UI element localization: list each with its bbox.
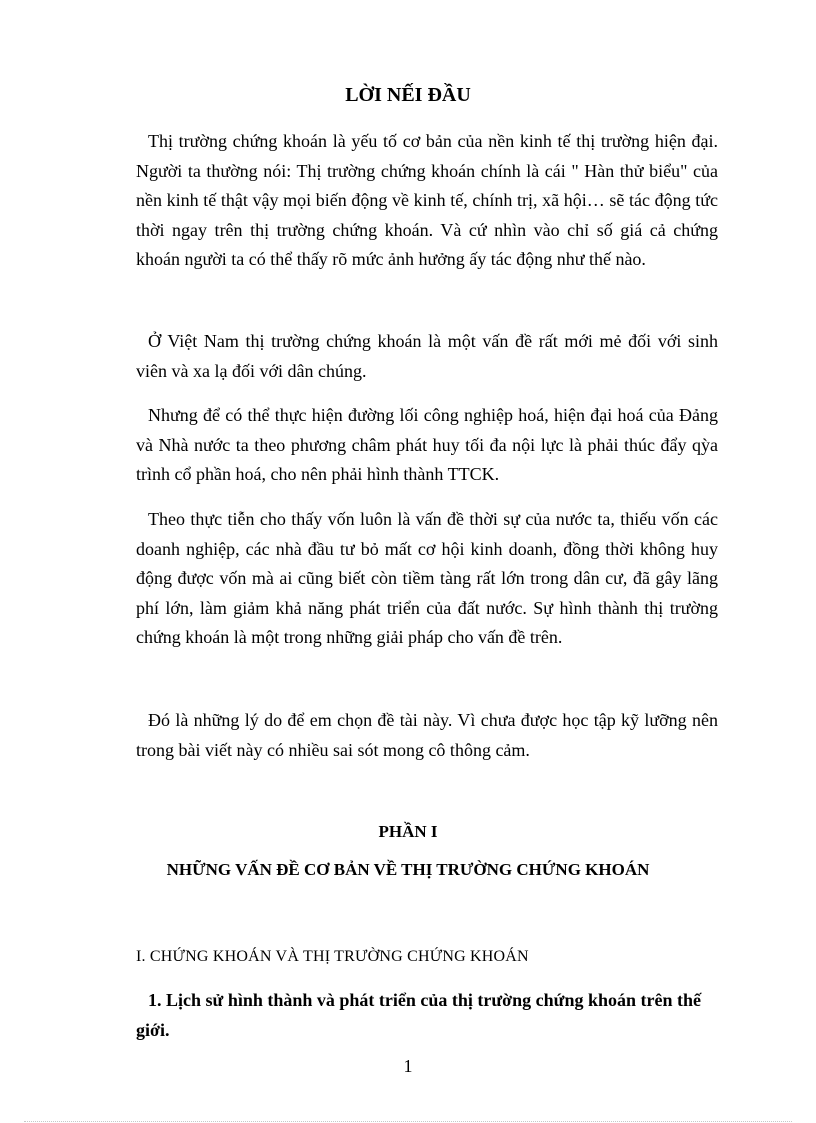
page-bottom-border <box>24 1121 792 1122</box>
subsection-heading: 1. Lịch sử hình thành và phát triển của thị trường chứng khoán trên thế giới. <box>136 990 701 1040</box>
paragraph-4-text: Theo thực tiễn cho thấy vốn luôn là vấn đề thời sự của nước ta, thiếu vốn các doanh nghiệp, các nhà đầu tư bỏ mất cơ hội kinh doanh, đồng thời không huy động được vốn mà ai cũng biết còn tiềm tàng rất lớn trong dân cư, đã gây lãng phí lớn, làm giảm khả năng phát triển của đất nước. Sự hình thành thị trường chứng khoán là một trong những giải pháp cho vấn đề trên. <box>136 509 718 647</box>
document-title: LỜI NẾI ĐẦU <box>345 84 471 106</box>
part-label: PHẦN I <box>378 822 438 841</box>
part-title: NHỮNG VẤN ĐỀ CƠ BẢN VỀ THỊ TRƯỜNG CHỨNG KHOÁN <box>166 860 650 879</box>
paragraph-5-text: Đó là những lý do để em chọn đề tài này. Vì chưa được học tập kỹ lưỡng nên trong bài viết này có nhiều sai sót mong cô thông cảm. <box>136 710 718 760</box>
paragraph-3-text: Nhưng để có thể thực hiện đường lối công nghiệp hoá, hiện đại hoá của Đảng và Nhà nước ta theo phương châm phát huy tối đa nội lực là phải thúc đẩy qỳa trình cổ phần hoá, cho nên phải hình thành TTCK. <box>136 405 718 484</box>
paragraph-2 <box>136 327 718 386</box>
paragraph-2-text: Ở Việt Nam thị trường chứng khoán là một vấn đề rất mới mẻ đối với sinh viên và xa lạ đối với dân chúng. <box>136 331 718 381</box>
paragraph-1-text: Thị trường chứng khoán là yếu tố cơ bản của nền kinh tế thị trường hiện đại. Người ta thường nói: Thị trường chứng khoán chính là cái " Hàn thử biểu" của nền kinh tế thật vậy mọi biến động về kinh tế, chính trị, xã hội… sẽ tác động tức thời ngay trên thị trường chứng khoán. Và cứ nhìn vào chỉ số giá cả chứng khoán người ta có thể thấy rõ mức ảnh hưởng ấy tác động như thế nào. <box>136 131 718 269</box>
page-number: 1 <box>403 1056 413 1076</box>
paragraph-5 <box>136 706 718 765</box>
paragraph-4 <box>136 505 718 653</box>
section-heading: I. CHỨNG KHOÁN VÀ THỊ TRƯỜNG CHỨNG KHOÁN <box>136 948 529 965</box>
paragraph-3 <box>136 401 718 490</box>
paragraph-1 <box>136 127 718 275</box>
